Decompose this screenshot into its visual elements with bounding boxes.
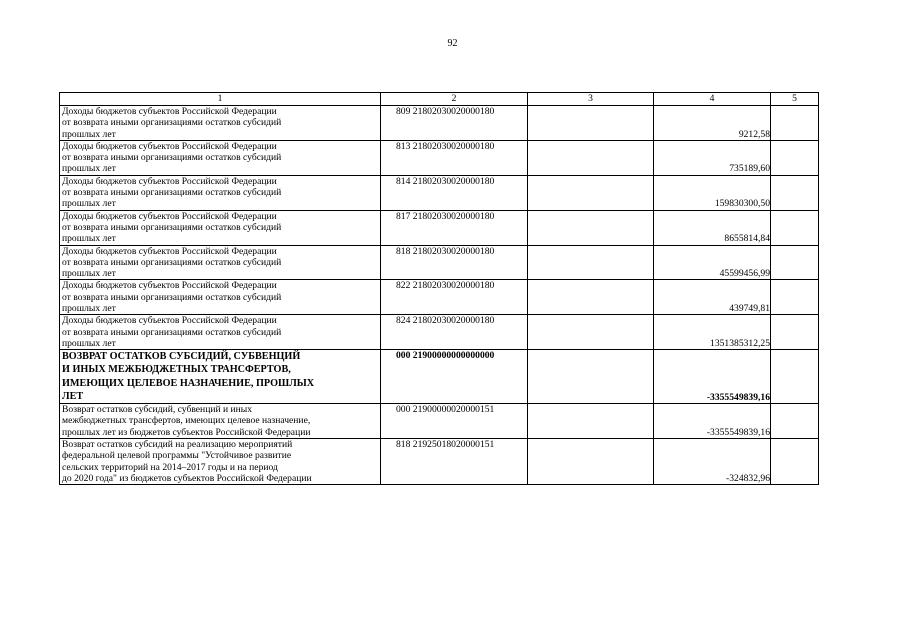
table-row (60, 438, 819, 484)
row-code: 000 21900000020000151 (381, 404, 528, 439)
row-code: 818 21925018020000151 (381, 438, 528, 484)
row-col3 (528, 350, 654, 404)
row-code: 809 21802030020000180 (381, 106, 528, 141)
table-row (60, 140, 819, 175)
row-name: Возврат остатков субсидий на реализацию мероприятий федеральной целевой программы "Устойчивое развитие сельских территорий на 2014–2017 годы и на период до 2020 года" из бюджетов субъектов Российской Федерации (60, 438, 381, 484)
row-col3 (528, 280, 654, 315)
row-amount: 735189,60 (654, 140, 771, 175)
row-name: Доходы бюджетов субъектов Российской Федерации от возврата иными организациями остатков субсидий прошлых лет (60, 106, 381, 141)
row-amount: -324832,96 (654, 438, 771, 484)
row-code: 822 21802030020000180 (381, 280, 528, 315)
row-col5 (771, 210, 819, 245)
row-code: 814 21802030020000180 (381, 175, 528, 210)
row-col3 (528, 210, 654, 245)
row-name: Доходы бюджетов субъектов Российской Федерации от возврата иными организациями остатков субсидий прошлых лет (60, 245, 381, 280)
table-row (60, 404, 819, 439)
row-col5 (771, 245, 819, 280)
row-col5 (771, 315, 819, 350)
row-col3 (528, 245, 654, 280)
row-name: Доходы бюджетов субъектов Российской Федерации от возврата иными организациями остатков субсидий прошлых лет (60, 140, 381, 175)
row-name: Доходы бюджетов субъектов Российской Федерации от возврата иными организациями остатков субсидий прошлых лет (60, 210, 381, 245)
row-col3 (528, 438, 654, 484)
row-col3 (528, 175, 654, 210)
row-amount: 8655814,84 (654, 210, 771, 245)
row-code: 817 21802030020000180 (381, 210, 528, 245)
row-amount: -3355549839,16 (654, 350, 771, 404)
row-col5 (771, 350, 819, 404)
column-header-2: 2 (381, 93, 528, 106)
row-code: 000 21900000000000000 (381, 350, 528, 404)
column-header-5: 5 (771, 93, 819, 106)
column-header-1: 1 (60, 93, 381, 106)
table-row (60, 280, 819, 315)
row-code: 813 21802030020000180 (381, 140, 528, 175)
row-col5 (771, 438, 819, 484)
page-number: 92 (447, 38, 458, 49)
row-code: 818 21802030020000180 (381, 245, 528, 280)
column-header-4: 4 (654, 93, 771, 106)
table-row (60, 315, 819, 350)
row-col3 (528, 404, 654, 439)
row-code: 824 21802030020000180 (381, 315, 528, 350)
row-col5 (771, 280, 819, 315)
row-amount: 1351385312,25 (654, 315, 771, 350)
table-row (60, 106, 819, 141)
row-col3 (528, 106, 654, 141)
row-amount: 439749,81 (654, 280, 771, 315)
row-amount: 45599456,99 (654, 245, 771, 280)
row-name: ВОЗВРАТ ОСТАТКОВ СУБСИДИЙ, СУБВЕНЦИЙ И ИНЫХ МЕЖБЮДЖЕТНЫХ ТРАНСФЕРТОВ, ИМЕЮЩИХ ЦЕЛЕВОЕ НАЗНАЧЕНИЕ, ПРОШЛЫХ ЛЕТ (60, 350, 381, 404)
row-name: Доходы бюджетов субъектов Российской Федерации от возврата иными организациями остатков субсидий прошлых лет (60, 315, 381, 350)
table-row (60, 175, 819, 210)
row-name: Возврат остатков субсидий, субвенций и иных межбюджетных трансфертов, имеющих целевое назначение, прошлых лет из бюджетов субъектов Российской Федерации (60, 404, 381, 439)
table-row (60, 210, 819, 245)
row-amount: 159830300,50 (654, 175, 771, 210)
row-col5 (771, 175, 819, 210)
row-col3 (528, 140, 654, 175)
row-col5 (771, 106, 819, 141)
table-row-total (60, 350, 819, 404)
budget-table (59, 92, 819, 485)
row-col5 (771, 140, 819, 175)
row-col3 (528, 315, 654, 350)
table-row (60, 245, 819, 280)
row-name: Доходы бюджетов субъектов Российской Федерации от возврата иными организациями остатков субсидий прошлых лет (60, 175, 381, 210)
row-name: Доходы бюджетов субъектов Российской Федерации от возврата иными организациями остатков субсидий прошлых лет (60, 280, 381, 315)
row-amount: 9212,58 (654, 106, 771, 141)
header-row (60, 93, 819, 106)
row-col5 (771, 404, 819, 439)
column-header-3: 3 (528, 93, 654, 106)
row-amount: -3355549839,16 (654, 404, 771, 439)
